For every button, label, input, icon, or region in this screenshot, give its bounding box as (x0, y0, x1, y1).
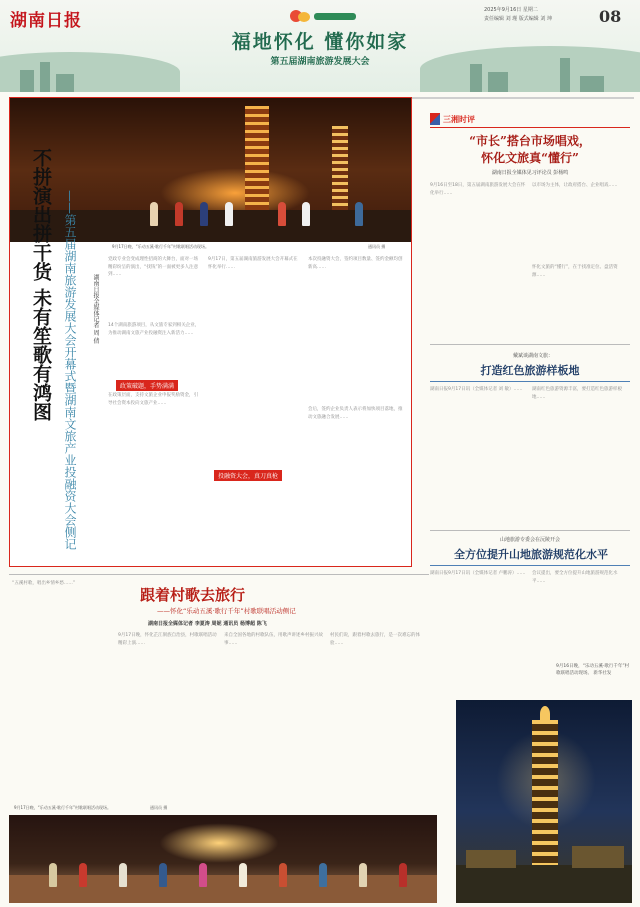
divider (430, 530, 630, 531)
article-column: 会后，签约企业负责人表示将加快项目落地，推动文旅融合发展…… (308, 407, 403, 420)
red-tourism-kicker: 戴斌谈湖南文旅： (512, 353, 553, 359)
article-column: 湖南红色旅游资源丰富，要打造红色旅游样板地…… (532, 387, 622, 400)
lead-subheadline: ——第五届湖南旅游发展大会开幕式暨湖南文旅产业投融资大会侧记 (63, 190, 77, 550)
stage-floor (9, 875, 437, 903)
performer (399, 863, 407, 887)
article-column: 以市场为主体，让政府搭台、企业唱戏…… (532, 183, 618, 188)
header-building (580, 76, 604, 92)
drum-tower (245, 106, 269, 226)
performer (279, 863, 287, 887)
commentary-headline-line1: “市长”搭台市场唱戏， (469, 134, 591, 148)
commentary-headline-line2: 怀化文旅真“懂行” (481, 151, 579, 165)
header-hill (420, 46, 640, 92)
header-building (40, 62, 50, 92)
article-column: 14个湖南旅游项目，从文旅专家到相关企业，为推动湖南文旅产业投融资注入新活力…… (108, 323, 200, 336)
riverside-building (572, 846, 624, 868)
village-songs-subheadline: ——怀化“乐动五溪·歌行千年”村歌联唱活动侧记 (157, 607, 296, 615)
pagoda-tower (532, 720, 558, 870)
event-logo-icon (290, 8, 360, 24)
article-column: 本次投融资大会，签约项目数量、签约金额均创新高…… (308, 257, 403, 270)
mountain-tourism-kicker: 山地旅游专委会在沅陵开会 (499, 537, 560, 543)
article-column: 来自全国各地的村歌队伍，用歌声讲述乡村振兴故事…… (224, 633, 323, 646)
theme-title: 福地怀化 懂你如家 (231, 31, 409, 53)
lead-headline: 不拼演出拼干货 未有笙歌有鸿图 (30, 148, 52, 421)
divider (412, 97, 634, 99)
stage-lights (159, 823, 279, 863)
header-building (470, 64, 482, 92)
divider (9, 574, 429, 575)
section-rule (430, 127, 630, 128)
waterfront (456, 865, 632, 903)
performer (199, 863, 207, 887)
article-column: 9月16日至18日，第五届湖南旅游发展大会在怀化举行…… (430, 183, 526, 196)
performer (49, 863, 57, 887)
article-column: 党政专业会变成理性招商的大舞台，面对一场精彩纷呈的演出，“找钱”的一面被更多人注意到…… (108, 257, 199, 278)
performer (355, 202, 363, 226)
issue-date: 2025年9月16日 星期二 (484, 7, 538, 13)
article-column: “五溪村歌，唱出乡情乡愁……” (12, 581, 76, 586)
newspaper-masthead: 湖南日报 (10, 11, 82, 31)
village-songs-photo (9, 815, 437, 903)
village-songs-photo-caption: 9月17日晚，“乐动五溪·歌行千年”村歌联唱活动现场。 (14, 805, 112, 810)
article-column: 在政策层面，支持文旅企业申报奖励资金，引导社会资本投向文旅产业…… (108, 393, 198, 406)
article-column: 9月17日晚，怀化芷江侗族自治县，村歌联唱活动精彩上演…… (118, 633, 217, 646)
section-label: 三湘时评 (443, 115, 475, 124)
pagoda-photo-caption: 9月16日晚，“乐动五溪·歌行千年”村歌联唱活动现场。 新华社发 (556, 664, 630, 676)
headline-rule (430, 381, 630, 382)
performer (159, 863, 167, 887)
page-number: 08 (599, 7, 622, 26)
performer (302, 202, 310, 226)
lead-byline: 湖南日报全媒体记者 周 倩 (92, 274, 99, 344)
article-column: 村民们说，跟着村歌去旅行，是一次难忘的体验…… (330, 633, 420, 646)
header-building (20, 70, 34, 92)
section-logo-icon (430, 113, 440, 125)
section-head: 投融资大会，真刀真枪 (214, 470, 282, 481)
section-head: 政策破题，手势满满 (116, 380, 178, 391)
performer (359, 863, 367, 887)
mountain-tourism-headline: 全方位提升山地旅游规范化水平 (454, 548, 608, 561)
commentary-byline: 湖南日报全媒体见习评论员 彭杨鸣 (491, 170, 569, 176)
riverside-building (466, 850, 516, 868)
performer (175, 202, 183, 226)
header-building (488, 72, 508, 92)
lead-photo-caption: 9月17日晚，“乐动五溪·歌行千年”村歌联唱活动现场。 (112, 244, 210, 249)
performer (239, 863, 247, 887)
performer (119, 863, 127, 887)
village-songs-photo-credit: 通讯员 摄 (150, 805, 168, 810)
village-songs-byline: 湖南日报全媒体记者 李夏涛 周妮 通讯员 杨博超 陈飞 (148, 621, 267, 627)
performer (278, 202, 286, 226)
village-songs-headline: 跟着村歌去旅行 (140, 586, 246, 604)
performer (79, 863, 87, 887)
performer (225, 202, 233, 226)
header-building (56, 74, 74, 92)
article-column: 会议提出，要全方位提升山地旅游规范化水平…… (532, 571, 618, 584)
article-column: 怀化文旅的“懂行”，在于找准定位、盘活资源…… (532, 265, 618, 278)
divider (430, 344, 630, 345)
article-column: 9月17日，第五届湖南旅游发展大会开幕式在怀化举行…… (208, 257, 298, 270)
header-building (560, 58, 570, 92)
pagoda-photo (456, 700, 632, 903)
theme-subtitle: 第五届湖南旅游发展大会 (270, 57, 370, 67)
red-tourism-headline: 打造红色旅游样板地 (480, 364, 580, 377)
article-column: 湖南日报9月17日讯（全媒体记者 刘 敏）…… (430, 387, 523, 392)
performer (200, 202, 208, 226)
editors-line: 责任编辑 刘 瑾 版式编辑 刘 坤 (484, 16, 552, 22)
article-column: 湖南日报9月17日讯（全媒体记者 卢鹏涛）…… (430, 571, 526, 576)
performer (319, 863, 327, 887)
performer (150, 202, 158, 226)
lead-photo-credit: 通讯员 摄 (368, 244, 386, 249)
headline-rule (430, 565, 630, 566)
